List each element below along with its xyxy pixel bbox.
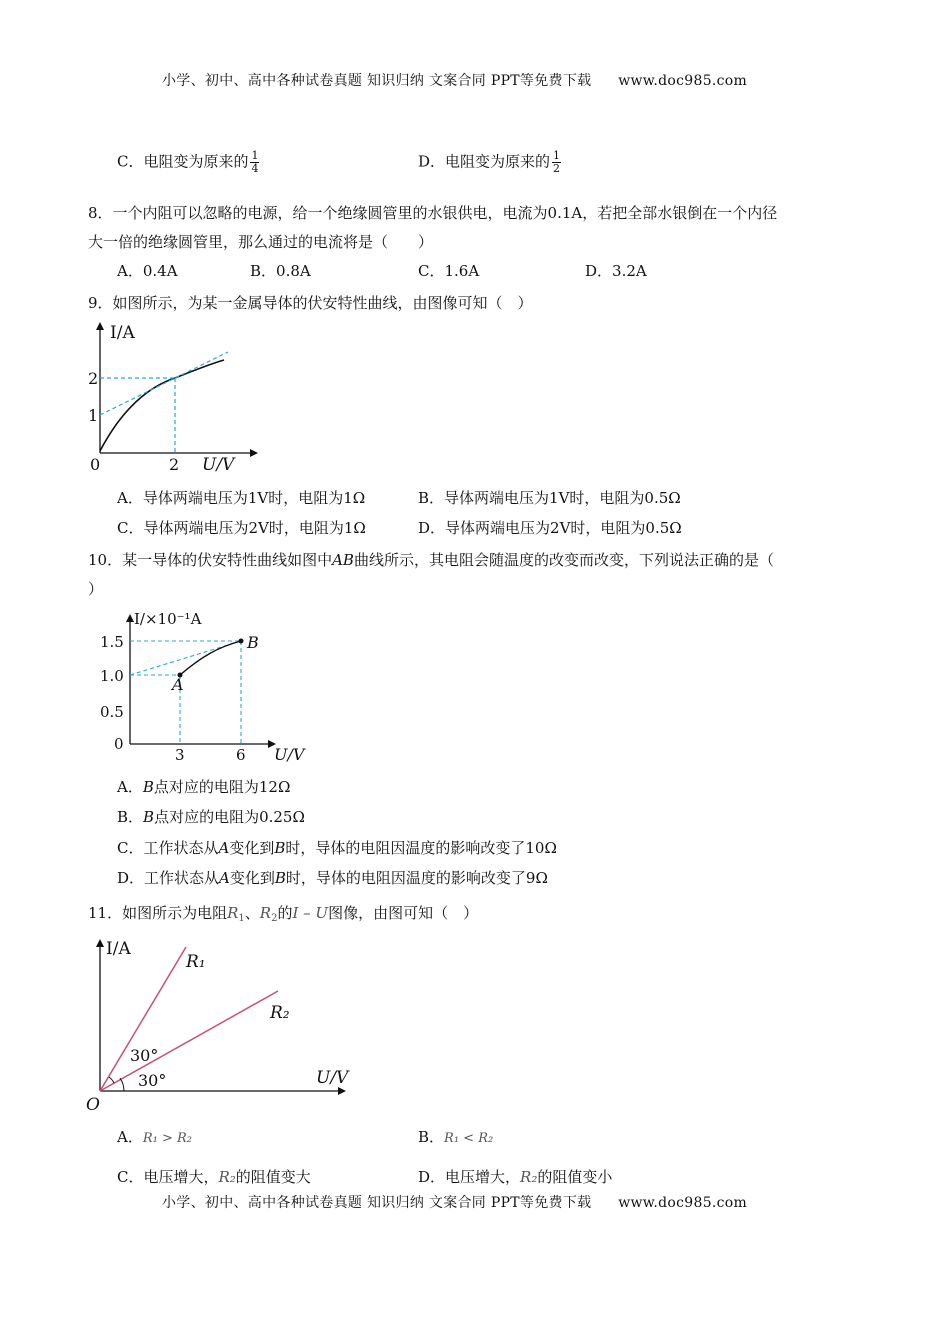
- y-tick-1: 1: [88, 406, 99, 425]
- line-r1-label: R₁: [186, 952, 206, 972]
- point-a-label: A: [172, 675, 184, 694]
- q10-stem-line2: ）: [88, 580, 104, 598]
- angle-label-lower: 30°: [138, 1071, 167, 1090]
- y-tick-2: 2: [88, 369, 99, 388]
- x-axis-label: U/V: [202, 455, 235, 475]
- y-axis-label: I/A: [106, 939, 131, 959]
- ab-curve: [180, 641, 241, 675]
- q11-iu-graph: [80, 933, 370, 1113]
- tangent-line: [100, 352, 228, 415]
- q7-option-d: D．电阻变为原来的 $\frac{1}{2}$: [418, 149, 561, 175]
- header-url: www.doc985.com: [618, 73, 748, 89]
- origin-label: 0: [114, 735, 124, 753]
- q11-option-c: C．电压增大，R₂的阻值变大: [117, 1168, 311, 1186]
- q8-option-c: C．1.6A: [418, 262, 480, 280]
- origin-label: O: [86, 1095, 100, 1113]
- header-text: 小学、初中、高中各种试卷真题 知识归纳 文案合同 PPT等免费下载: [162, 73, 592, 89]
- q9-option-a: A．导体两端电压为1V时，电阻为1Ω: [117, 489, 366, 507]
- fraction-one-quarter: $\frac{1}{4}$: [251, 149, 259, 175]
- q11-option-a: A．R₁ > R₂: [117, 1128, 192, 1146]
- q8-stem-line1: 8．一个内阻可以忽略的电源，给一个绝缘圆管里的水银供电，电流为0.1A，若把全部水银倒在一个内径: [88, 204, 778, 222]
- x-tick-2: 2: [169, 455, 180, 474]
- y-axis-arrow: [96, 322, 104, 330]
- q9-iu-graph: [80, 318, 260, 478]
- q8-stem-line2: 大一倍的绝缘圆管里，那么通过的电流将是（ ）: [88, 233, 434, 251]
- fraction-one-half: $\frac{1}{2}$: [553, 149, 561, 175]
- q10-iu-graph: [96, 604, 311, 769]
- q10-option-b: B．B点对应的电阻为0.25Ω: [117, 808, 305, 826]
- angle-arc-upper: [109, 1077, 114, 1083]
- q10-option-d: D．工作状态从A变化到B时，导体的电阻因温度的影响改变了9Ω: [117, 869, 548, 887]
- page-footer: [162, 1192, 747, 1212]
- q7-option-c: C．电阻变为原来的 $\frac{1}{4}$: [117, 149, 259, 175]
- q11-option-b: B．R₁ < R₂: [418, 1128, 494, 1146]
- q9-option-d: D．导体两端电压为2V时，电阻为0.5Ω: [418, 519, 682, 537]
- q9-option-b: B．导体两端电压为1V时，电阻为0.5Ω: [418, 489, 681, 507]
- y-axis-arrow: [96, 939, 104, 947]
- iv-curve: [100, 360, 224, 451]
- x-axis-arrow: [250, 449, 258, 457]
- point-b: [239, 639, 244, 644]
- q10-option-c: C．工作状态从A变化到B时，导体的电阻因温度的影响改变了10Ω: [117, 839, 557, 857]
- line-r1: [100, 947, 186, 1091]
- q9-stem: 9．如图所示，为某一金属导体的伏安特性曲线，由图像可知（ ）: [88, 294, 533, 312]
- q11-stem: 11．如图所示为电阻$R_1$、$R_2$的I – U图像，由图可知（ ）: [88, 904, 479, 924]
- y-tick-1-5: 1.5: [100, 633, 124, 651]
- line-r2-label: R₂: [270, 1003, 290, 1023]
- point-b-label: B: [247, 633, 259, 652]
- footer-url: www.doc985.com: [618, 1195, 748, 1211]
- q8-option-b: B．0.8A: [250, 262, 311, 280]
- q9-option-c: C．导体两端电压为2V时，电阻为1Ω: [117, 519, 366, 537]
- q10-option-a: A．B点对应的电阻为12Ω: [117, 778, 291, 796]
- y-tick-0-5: 0.5: [100, 703, 124, 721]
- q11-option-d: D．电压增大，R₂的阻值变小: [418, 1168, 613, 1186]
- y-axis-label: I/×10⁻¹A: [134, 610, 202, 628]
- x-axis-label: U/V: [316, 1068, 349, 1088]
- q8-option-a: A．0.4A: [117, 262, 178, 280]
- q10-stem-line1: 10．某一导体的伏安特性曲线如图中AB曲线所示，其电阻会随温度的改变而改变，下列说法正确的是（: [88, 551, 774, 569]
- x-axis-label: U/V: [274, 745, 305, 764]
- x-tick-3: 3: [175, 746, 185, 764]
- q8-option-d: D．3.2A: [585, 262, 647, 280]
- footer-text: 小学、初中、高中各种试卷真题 知识归纳 文案合同 PPT等免费下载: [162, 1195, 592, 1211]
- origin-label: 0: [90, 455, 101, 474]
- x-tick-6: 6: [236, 746, 246, 764]
- page-header: [162, 70, 747, 90]
- x-axis-arrow: [338, 1087, 346, 1095]
- y-axis-label: I/A: [110, 323, 135, 343]
- y-axis-arrow: [126, 614, 134, 622]
- line-r2: [100, 991, 278, 1091]
- angle-label-upper: 30°: [130, 1046, 159, 1065]
- y-tick-1-0: 1.0: [100, 667, 124, 685]
